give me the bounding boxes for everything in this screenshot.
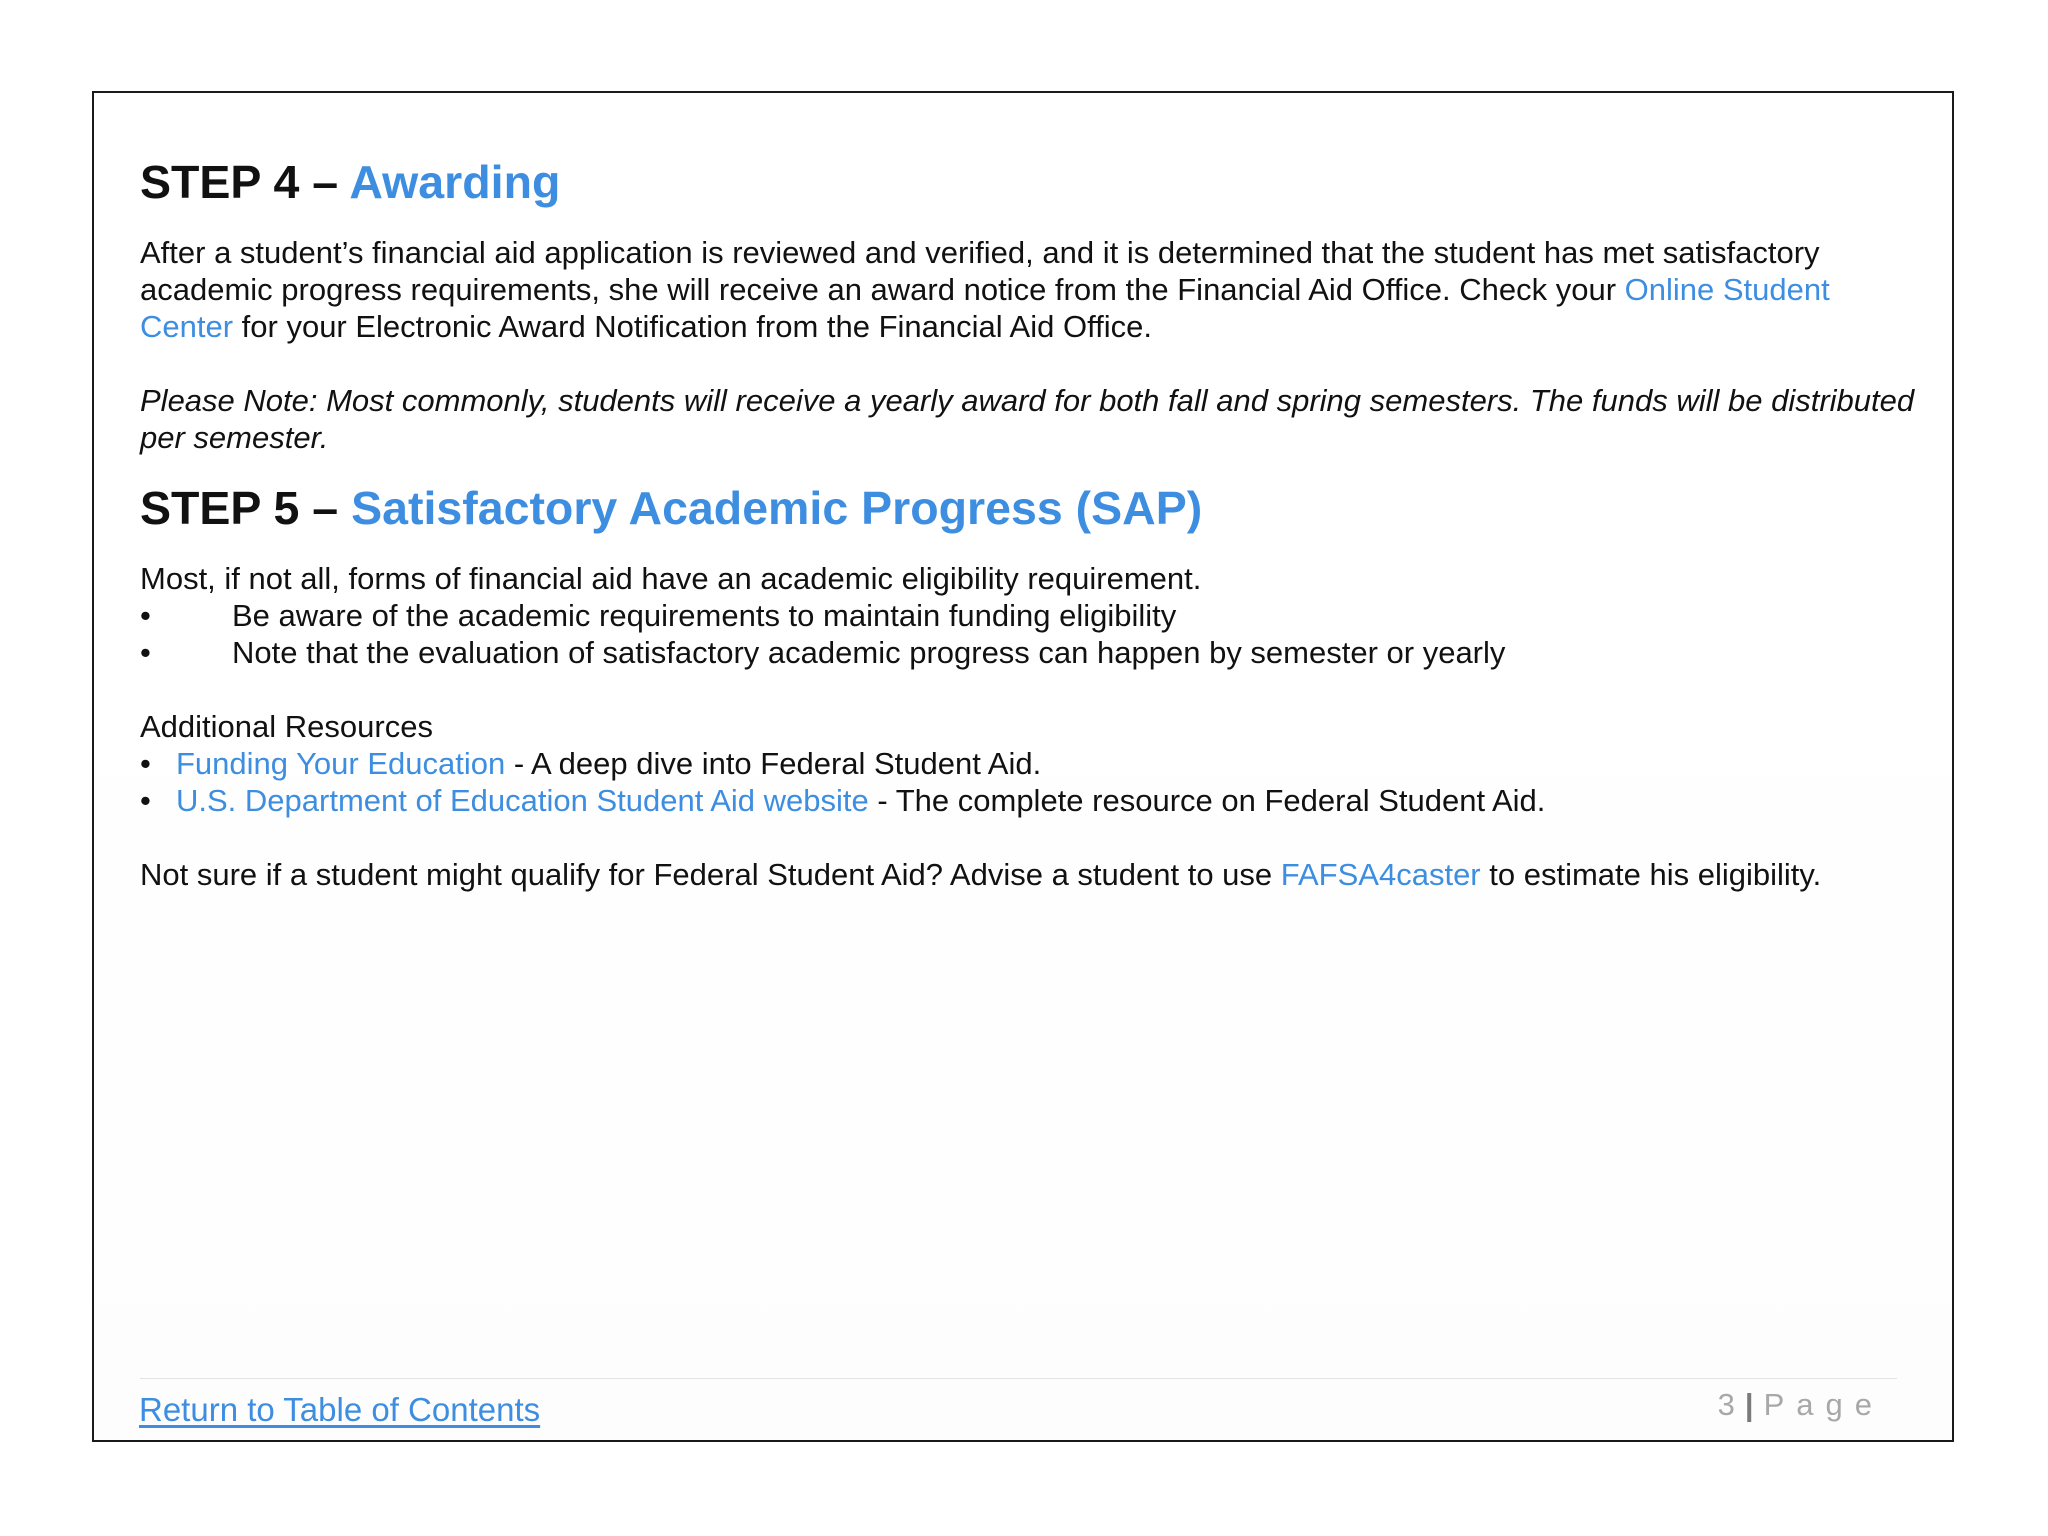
step4-heading: [140, 156, 1920, 208]
step5-heading: [140, 482, 1920, 534]
closing-text-2: to estimate his eligibility.: [1480, 857, 1822, 892]
step5-label: STEP 5 –: [140, 482, 352, 534]
resource-1-desc: - A deep dive into Federal Student Aid.: [505, 746, 1042, 781]
page-word: Page: [1763, 1387, 1884, 1422]
step4-note: Please Note: Most commonly, students will receive a yearly award for both fall and spring semesters. The funds will be distributed per semester.: [140, 383, 1915, 455]
bullet-icon: •: [140, 746, 151, 781]
fafsa4caster-link[interactable]: FAFSA4caster: [1280, 857, 1481, 892]
footer-divider: [140, 1378, 1897, 1379]
page-number: [1718, 1385, 1884, 1425]
online-student-center-link[interactable]: Online Student Center: [140, 272, 1830, 344]
return-to-toc-link[interactable]: Return to Table of Contents: [139, 1391, 541, 1428]
closing-paragraph: [140, 856, 1920, 893]
step4-title: Awarding: [349, 156, 561, 208]
document-body: [140, 156, 1920, 893]
student-aid-website-link[interactable]: U.S. Department of Education Student Aid website: [176, 783, 869, 818]
page-number-value: 3: [1717, 1387, 1735, 1422]
list-item: [140, 782, 1920, 819]
resources-heading: Additional Resources: [140, 709, 433, 744]
step4-para-text-1: After a student’s financial aid application is reviewed and verified, and it is determined that the student has met satisfactory academic progress requirements, she will receive an award notice from the Financial Aid Office. Check your: [140, 235, 1820, 307]
list-item: [140, 745, 1920, 782]
bullet-icon: •: [140, 598, 151, 633]
step4-paragraph: [140, 234, 1920, 345]
step5-intro: Most, if not all, forms of financial aid have an academic eligibility requirement.: [140, 561, 1202, 596]
bullet-icon: •: [140, 635, 151, 670]
step5-title: Satisfactory Academic Progress (SAP): [351, 482, 1203, 534]
resource-2-desc: - The complete resource on Federal Student Aid.: [868, 783, 1546, 818]
step4-para-text-2: for your Electronic Award Notification from the Financial Aid Office.: [233, 309, 1152, 344]
step5-bullet-1: Be aware of the academic requirements to maintain funding eligibility: [232, 598, 1177, 633]
list-item: [140, 634, 1920, 671]
bullet-icon: •: [140, 783, 151, 818]
page-separator: |: [1744, 1387, 1754, 1422]
list-item: [140, 597, 1920, 634]
closing-text-1: Not sure if a student might qualify for Federal Student Aid? Advise a student to use: [140, 857, 1281, 892]
funding-your-education-link[interactable]: Funding Your Education: [176, 746, 506, 781]
step4-label: STEP 4 –: [140, 156, 350, 208]
step5-bullet-2: Note that the evaluation of satisfactory academic progress can happen by semester or yearly: [232, 635, 1506, 670]
